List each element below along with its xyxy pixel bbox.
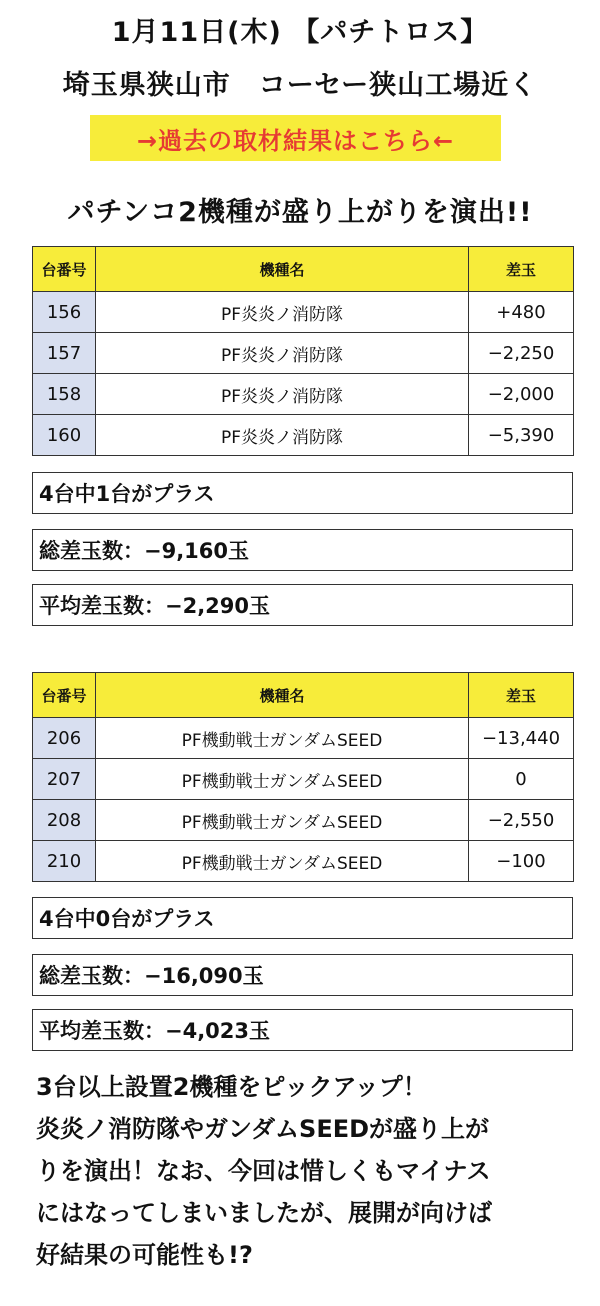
header-machine-name: 機種名 [96,247,469,292]
total-diff-summary: 総差玉数：−16,090玉 [32,954,573,996]
machine-name: PF炎炎ノ消防隊 [96,374,469,415]
results-table-2 [32,672,574,882]
past-results-link[interactable]: →過去の取材結果はこちら← [90,115,501,161]
machine-diff: −5,390 [469,415,574,456]
machine-no: 206 [33,718,96,759]
machine-diff: −100 [469,841,574,882]
machine-name: PF機動戦士ガンダムSEED [96,800,469,841]
average-diff-summary: 平均差玉数：−2,290玉 [32,584,573,626]
average-diff-summary: 平均差玉数：−4,023玉 [32,1009,573,1051]
machine-no: 156 [33,292,96,333]
header-machine-name: 機種名 [96,673,469,718]
machine-diff: −2,550 [469,800,574,841]
plus-count-summary: 4台中0台がプラス [32,897,573,939]
article-body [36,1066,576,1276]
article-line: 炎炎ノ消防隊やガンダムSEEDが盛り上が [36,1115,490,1143]
table-header-row [33,673,574,718]
headline: パチンコ2機種が盛り上がりを演出!! [67,197,533,228]
store-location: 埼玉県狭山市 コーセー狭山工場近く [62,70,538,101]
machine-no: 160 [33,415,96,456]
machine-diff: 0 [469,759,574,800]
machine-no: 210 [33,841,96,882]
machine-diff: −13,440 [469,718,574,759]
machine-name: PF機動戦士ガンダムSEED [96,841,469,882]
article-line: にはなってしまいましたが、展開が向けば [36,1199,492,1227]
table-row [33,800,574,841]
machine-name: PF機動戦士ガンダムSEED [96,759,469,800]
machine-diff: −2,000 [469,374,574,415]
machine-name: PF炎炎ノ消防隊 [96,415,469,456]
table-row [33,374,574,415]
header-machine-no: 台番号 [33,673,96,718]
table-header-row [33,247,574,292]
machine-no: 208 [33,800,96,841]
event-title: 1月11日(木) 【パチトロス】 [111,17,489,48]
machine-name: PF機動戦士ガンダムSEED [96,718,469,759]
machine-no: 158 [33,374,96,415]
results-table-1 [32,246,574,456]
machine-diff: −2,250 [469,333,574,374]
table-row [33,759,574,800]
machine-no: 157 [33,333,96,374]
article-line: 3台以上設置2機種をピックアップ！ [36,1073,427,1101]
header-machine-no: 台番号 [33,247,96,292]
table-row [33,415,574,456]
machine-diff: +480 [469,292,574,333]
table-row [33,718,574,759]
plus-count-summary: 4台中1台がプラス [32,472,573,514]
header-diff: 差玉 [469,247,574,292]
machine-name: PF炎炎ノ消防隊 [96,333,469,374]
article-line: 好結果の可能性も!? [36,1241,253,1269]
table-row [33,292,574,333]
header-diff: 差玉 [469,673,574,718]
article-line: りを演出！なお、今回は惜しくもマイナス [36,1157,491,1185]
total-diff-summary: 総差玉数：−9,160玉 [32,529,573,571]
table-row [33,333,574,374]
table-row [33,841,574,882]
machine-name: PF炎炎ノ消防隊 [96,292,469,333]
machine-no: 207 [33,759,96,800]
